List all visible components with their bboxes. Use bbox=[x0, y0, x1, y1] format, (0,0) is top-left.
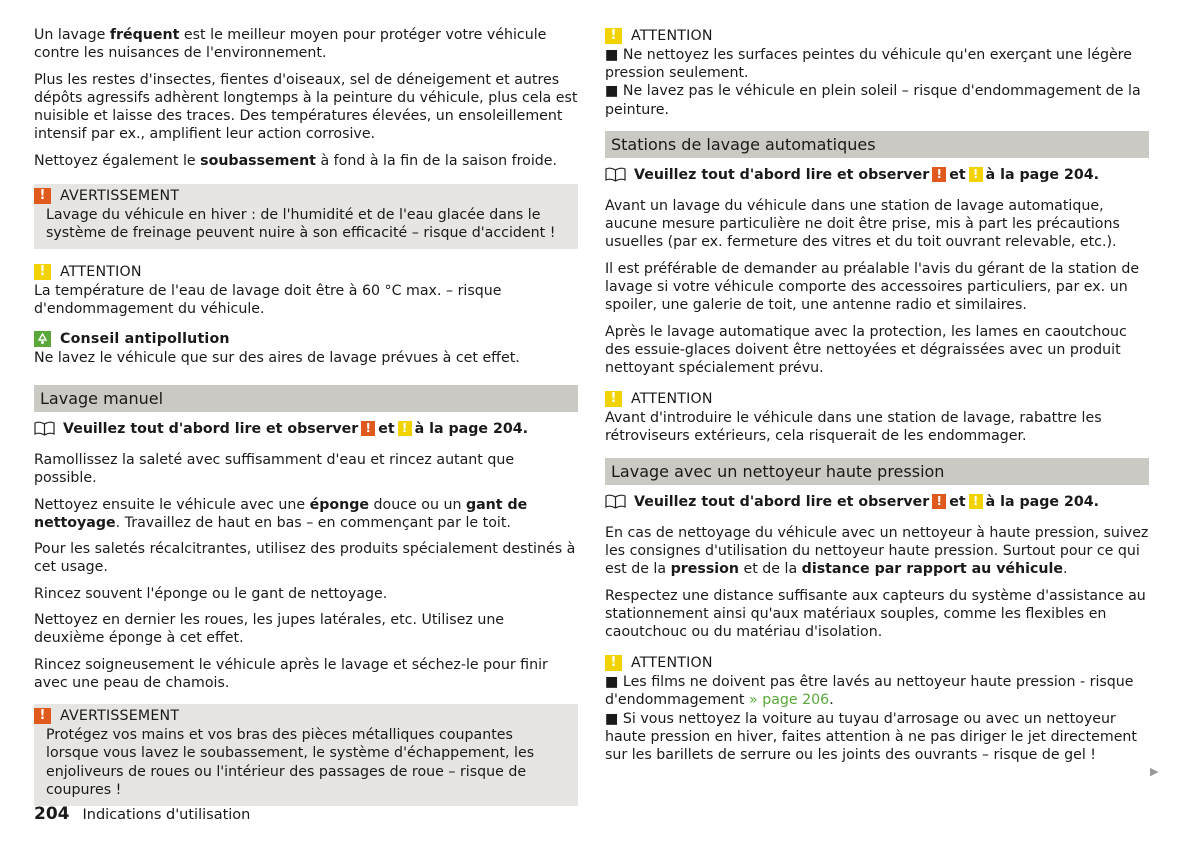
paragraph: Un lavage fréquent est le meilleur moyen pour protéger votre véhicule contre les nuisances de l'environnement. bbox=[34, 27, 547, 62]
page-footer bbox=[34, 805, 250, 824]
book-icon bbox=[605, 167, 626, 182]
paragraph: Avant un lavage du véhicule dans une station de lavage automatique, aucune mesure particulière ne doit être prise, mis à part les précautions usuelles (par ex. fermeture des vitres et du toit ouvrant relevable, etc.). bbox=[605, 198, 1120, 251]
paragraph: Après le lavage automatique avec la protection, les lames en caoutchouc des essuie-glaces doivent être nettoyées et dégraissées avec un produit nettoyant spécialement prévu. bbox=[605, 323, 1127, 377]
paragraph: Plus les restes d'insectes, fientes d'oiseaux, sel de déneigement et autres dépôts agressifs adhèrent longtemps à la peinture du véhicule, plus cela est nuisible et laisse des traces. Des températures élevées, un ensoleillement intensif par ex., amplifient leur action corrosive. bbox=[34, 71, 578, 143]
paragraph: En cas de nettoyage du véhicule avec un nettoyeur à haute pression, suivez les consignes d'utilisation du nettoyeur haute pression. Surtout pour ce qui est de la pression et de la distance par rapport au véhicule. bbox=[605, 524, 1149, 578]
attention-icon: ! bbox=[398, 421, 412, 436]
paragraph: Ramollissez la saleté avec suffisamment d'eau et rincez autant que possible. bbox=[34, 452, 515, 487]
attention-title: ATTENTION bbox=[60, 264, 142, 281]
warning-title: AVERTISSEMENT bbox=[60, 708, 180, 725]
eco-notice bbox=[34, 329, 578, 367]
attention-text: Avant d'introduire le véhicule dans une station de lavage, rabattre les rétroviseurs extérieurs, cela risquerait de les endommager. bbox=[605, 410, 1102, 445]
eco-text: Ne lavez le véhicule que sur des aires de lavage prévues à cet effet. bbox=[34, 349, 520, 366]
book-icon bbox=[605, 494, 626, 509]
paragraph: Respectez une distance suffisante aux capteurs du système d'assistance au stationnement ainsi qu'aux matériaux souples, comme les flexibles en caoutchouc ou du matériau d'isolation. bbox=[605, 587, 1146, 641]
attention-item: ■ Ne nettoyez les surfaces peintes du véhicule qu'en exerçant une légère pression seulement. bbox=[605, 47, 1132, 82]
paragraph: Il est préférable de demander au préalable l'avis du gérant de la station de lavage si votre véhicule comporte des accessoires particuliers, par ex. un spoiler, une galerie de toit, une antenne radio et similaires. bbox=[605, 260, 1140, 314]
attention-notice bbox=[605, 26, 1149, 119]
attention-icon: ! bbox=[605, 655, 622, 671]
warning-icon: ! bbox=[932, 494, 946, 509]
eco-title: Conseil antipollution bbox=[60, 330, 230, 347]
read-first-note: Veuillez tout d'abord lire et observer ! et ! à la page 204. bbox=[34, 420, 578, 438]
paragraph: Nettoyez en dernier les roues, les jupes latérales, etc. Utilisez une deuxième éponge à cet effet. bbox=[34, 612, 505, 647]
left-column bbox=[34, 26, 578, 819]
warning-icon: ! bbox=[34, 708, 51, 724]
attention-notice bbox=[34, 262, 578, 318]
attention-icon: ! bbox=[969, 167, 983, 182]
attention-icon: ! bbox=[969, 494, 983, 509]
attention-text: La température de l'eau de lavage doit être à 60 °C max. – risque d'endommagement du véhicule. bbox=[34, 283, 502, 318]
warning-icon: ! bbox=[932, 167, 946, 182]
read-first-note: Veuillez tout d'abord lire et observer ! et ! à la page 204. bbox=[605, 493, 1149, 511]
warning-box bbox=[34, 704, 578, 806]
page-number: 204 bbox=[34, 804, 70, 824]
attention-notice bbox=[605, 653, 1149, 764]
paragraph: Rincez souvent l'éponge ou le gant de nettoyage. bbox=[34, 585, 388, 602]
attention-notice bbox=[605, 389, 1149, 445]
paragraph: Pour les saletés récalcitrantes, utilisez des produits spécialement destinés à cet usage. bbox=[34, 541, 576, 576]
page-link[interactable]: » page 206 bbox=[749, 692, 830, 709]
attention-item: ■ Si vous nettoyez la voiture au tuyau d'arrosage ou avec un nettoyeur haute pression en hiver, faites attention à ne pas diriger le jet directement sur les barillets de serrure ou les joints des ouvrants – risque de gel ! bbox=[605, 710, 1137, 764]
section-title: Stations de lavage automatiques bbox=[605, 131, 1149, 158]
attention-title: ATTENTION bbox=[631, 27, 713, 44]
attention-icon: ! bbox=[605, 391, 622, 407]
warning-text: Protégez vos mains et vos bras des pièces métalliques coupantes lorsque vous lavez le soubassement, le système d'échappement, les enjoliveurs de roues ou l'intérieur des passages de roue – risque de coupures ! bbox=[46, 727, 535, 798]
next-page-arrow-icon: ▶ bbox=[1150, 765, 1159, 778]
footer-title: Indications d'utilisation bbox=[82, 807, 251, 823]
warning-text: Lavage du véhicule en hiver : de l'humidité et de l'eau glacée dans le système de freinage peuvent nuire à son efficacité – risque d'accident ! bbox=[46, 206, 556, 241]
attention-icon: ! bbox=[34, 264, 51, 280]
paragraph: Nettoyez également le soubassement à fond à la fin de la saison froide. bbox=[34, 152, 558, 169]
warning-icon: ! bbox=[361, 421, 375, 436]
attention-title: ATTENTION bbox=[631, 655, 713, 672]
warning-title: AVERTISSEMENT bbox=[60, 187, 180, 204]
attention-icon: ! bbox=[605, 28, 622, 44]
right-column bbox=[605, 26, 1149, 774]
warning-icon: ! bbox=[34, 188, 51, 204]
warning-box bbox=[34, 184, 578, 249]
paragraph: Rincez soigneusement le véhicule après le lavage et séchez-le pour finir avec une peau de chamois. bbox=[34, 656, 548, 691]
paragraph: Nettoyez ensuite le véhicule avec une éponge douce ou un gant de nettoyage. Travaillez de haut en bas – en commençant par le toit. bbox=[34, 496, 528, 531]
attention-item: ■ Les films ne doivent pas être lavés au nettoyeur haute pression - risque d'endommagement » page 206. bbox=[605, 674, 1134, 709]
attention-item: ■ Ne lavez pas le véhicule en plein soleil – risque d'endommagement de la peinture. bbox=[605, 83, 1141, 118]
book-icon bbox=[34, 421, 55, 436]
section-title: Lavage avec un nettoyeur haute pression bbox=[605, 458, 1149, 485]
read-first-note: Veuillez tout d'abord lire et observer ! et ! à la page 204. bbox=[605, 166, 1149, 184]
recycle-icon bbox=[34, 331, 51, 347]
attention-title: ATTENTION bbox=[631, 391, 713, 408]
section-title: Lavage manuel bbox=[34, 385, 578, 412]
